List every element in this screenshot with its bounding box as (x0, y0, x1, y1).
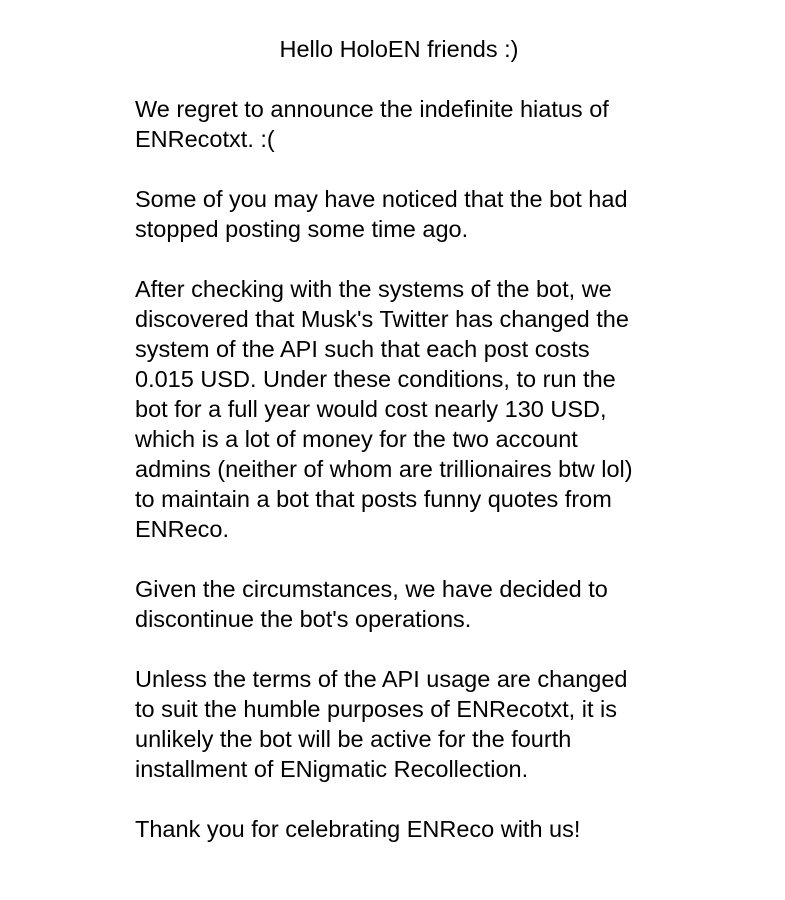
text-line: to suit the humble purposes of ENRecotxt, it is (135, 696, 617, 722)
text-line: Thank you for celebrating ENReco with us! (135, 816, 581, 842)
text-line: system of the API such that each post costs (135, 336, 590, 362)
text-line: to maintain a bot that posts funny quotes from (135, 486, 612, 512)
paragraph-stopped-posting (135, 184, 670, 244)
greeting-heading: Hello HoloEN friends :) (279, 36, 519, 62)
paragraph-hiatus (135, 94, 670, 154)
paragraph-discontinue (135, 574, 670, 634)
text-line: ENReco. (135, 516, 230, 542)
text-line: Some of you may have noticed that the bot had (135, 186, 628, 212)
text-line: unlikely the bot will be active for the fourth (135, 726, 572, 752)
text-line: After checking with the systems of the bot, we (135, 276, 612, 302)
paragraph-api-costs (135, 274, 670, 544)
text-line: admins (neither of whom are trillionaires btw lol) (135, 456, 633, 482)
text-line: bot for a full year would cost nearly 130 USD, (135, 396, 607, 422)
text-line: Given the circumstances, we have decided to (135, 576, 608, 602)
announcement-body (135, 94, 670, 874)
text-line: which is a lot of money for the two account (135, 426, 578, 452)
text-line: discovered that Musk's Twitter has changed the (135, 306, 629, 332)
text-line: discontinue the bot's operations. (135, 606, 472, 632)
text-line: We regret to announce the indefinite hiatus of (135, 96, 609, 122)
paragraph-future (135, 664, 670, 784)
text-line: stopped posting some time ago. (135, 216, 469, 242)
text-line: ENRecotxt. :( (135, 126, 275, 152)
text-line: 0.015 USD. Under these conditions, to run the (135, 366, 616, 392)
text-line: installment of ENigmatic Recollection. (135, 756, 529, 782)
text-line: Unless the terms of the API usage are changed (135, 666, 628, 692)
paragraph-thank-you (135, 814, 670, 844)
